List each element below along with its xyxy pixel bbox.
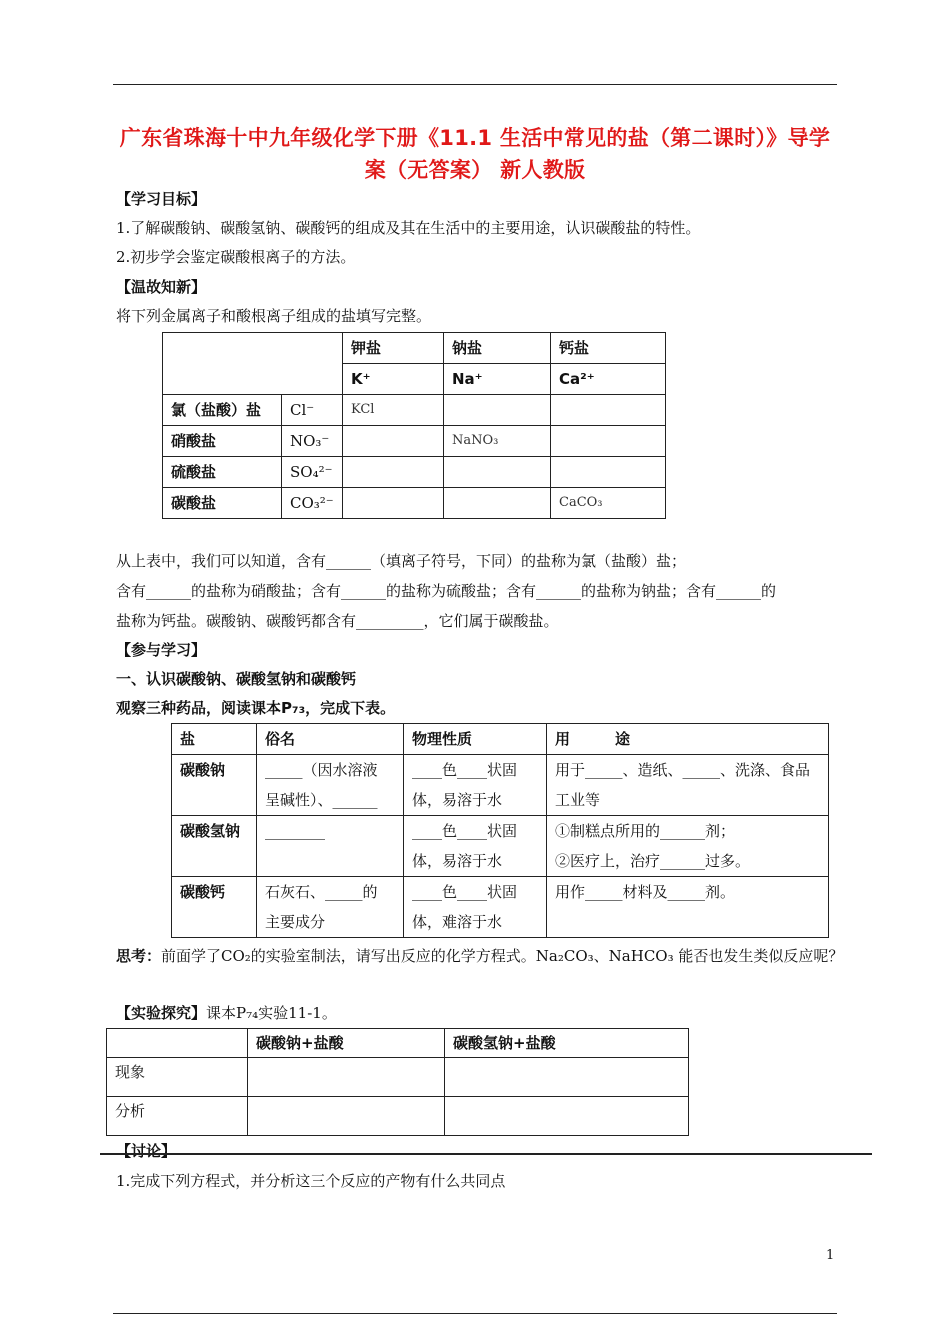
cell <box>444 488 551 519</box>
col-prop: 物理性质 <box>404 724 547 755</box>
row-ion: CO₃²⁻ <box>282 488 343 519</box>
exp-cell <box>248 1097 445 1136</box>
physical-property: ____色____状固 体，易溶于水 <box>404 755 547 816</box>
usage: ①制糕点所用的______剂； ②医疗上，治疗______过多。 <box>547 816 829 877</box>
cell: NaNO₃ <box>444 426 551 457</box>
experiment-line <box>116 1002 337 1023</box>
review-intro: 将下列金属离子和酸根离子组成的盐填写完整。 <box>116 307 432 325</box>
col-salt: 盐 <box>172 724 257 755</box>
cell <box>343 426 444 457</box>
common-name: ________ <box>257 816 404 877</box>
section-review: 【温故知新】 <box>116 278 207 296</box>
part1-title: 一、认识碳酸钠、碳酸氢钠和碳酸钙 <box>116 670 357 688</box>
exp-col-nahco3: 碳酸氢钠+盐酸 <box>445 1029 689 1058</box>
col-name: 俗名 <box>257 724 404 755</box>
page-title-line1: 广东省珠海十中九年级化学下册《11.1 生活中常见的盐（第二课时）》导学 <box>119 126 831 150</box>
col-use: 用 途 <box>547 724 829 755</box>
header-potassium: 钾盐 <box>343 333 444 364</box>
exp-row-analysis: 分析 <box>107 1097 248 1136</box>
fill-line-1: 从上表中，我们可以知道，含有______（填离子符号，下同）的盐称为氯（盐酸）盐； <box>116 552 687 570</box>
exp-corner <box>107 1029 248 1058</box>
header-sodium: 钠盐 <box>444 333 551 364</box>
row-ion: NO₃⁻ <box>282 426 343 457</box>
bottom-rule <box>113 1313 837 1314</box>
page-number: 1 <box>826 1248 835 1263</box>
section-goals: 【学习目标】 <box>116 190 207 208</box>
cell <box>444 395 551 426</box>
section-experiment: 【实验探究】 <box>116 1004 207 1022</box>
exp-cell <box>445 1058 689 1097</box>
fill-line-2: 含有______的盐称为硝酸盐；含有______的盐称为硫酸盐；含有______的盐称为钠盐；含有______的 <box>116 582 777 600</box>
salt-name: 碳酸钠 <box>172 755 257 816</box>
exp-cell <box>445 1097 689 1136</box>
physical-property: ____色____状固 体，易溶于水 <box>404 816 547 877</box>
row-ion: SO₄²⁻ <box>282 457 343 488</box>
physical-property: ____色____状固 体，难溶于水 <box>404 877 547 938</box>
exp-row-phenomenon: 现象 <box>107 1058 248 1097</box>
row-name: 氯（盐酸）盐 <box>163 395 282 426</box>
row-name: 硫酸盐 <box>163 457 282 488</box>
page-title-line2: 案（无答案） 新人教版 <box>364 158 586 182</box>
salt-name: 碳酸钙 <box>172 877 257 938</box>
part1-instruction: 观察三种药品，阅读课本P₇₃，完成下表。 <box>116 699 396 717</box>
cell <box>551 426 666 457</box>
cell <box>343 457 444 488</box>
usage: 用于_____、造纸、_____、洗涤、食品 工业等 <box>547 755 829 816</box>
think-label: 思考： <box>116 947 162 965</box>
top-rule <box>113 84 837 85</box>
discussion-rule <box>100 1153 872 1155</box>
discussion-item-1: 1.完成下列方程式，并分析这三个反应的产物有什么共同点 <box>116 1172 506 1190</box>
cation-ca: Ca²⁺ <box>551 364 666 395</box>
usage: 用作_____材料及_____剂。 <box>547 877 829 938</box>
use-table <box>171 723 829 938</box>
salt-name: 碳酸氢钠 <box>172 816 257 877</box>
cell <box>444 457 551 488</box>
row-name: 硝酸盐 <box>163 426 282 457</box>
section-discussion: 【讨论】 <box>116 1142 177 1160</box>
cell <box>551 395 666 426</box>
experiment-text: 课本P₇₄实验11-1。 <box>206 1004 337 1022</box>
header-calcium: 钙盐 <box>551 333 666 364</box>
cell <box>551 457 666 488</box>
cell: KCl <box>343 395 444 426</box>
fill-line-3: 盐称为钙盐。碳酸钠、碳酸钙都含有_________，它们属于碳酸盐。 <box>116 612 559 630</box>
section-participate: 【参与学习】 <box>116 641 207 659</box>
think-text: 前面学了CO₂的实验室制法，请写出反应的化学方程式。Na₂CO₃、NaHCO₃ 能否也发生类似反应呢？ <box>161 947 844 965</box>
experiment-table <box>106 1028 689 1136</box>
salt-table <box>162 332 666 519</box>
goal-1: 1.了解碳酸钠、碳酸氢钠、碳酸钙的组成及其在生活中的主要用途，认识碳酸盐的特性。 <box>116 219 701 237</box>
think-line <box>116 945 843 966</box>
cell: CaCO₃ <box>551 488 666 519</box>
cell <box>343 488 444 519</box>
goal-2: 2.初步学会鉴定碳酸根离子的方法。 <box>116 248 356 266</box>
common-name: 石灰石、_____的 主要成分 <box>257 877 404 938</box>
exp-cell <box>248 1058 445 1097</box>
row-ion: Cl⁻ <box>282 395 343 426</box>
common-name: _____（因水溶液 呈碱性）、______ <box>257 755 404 816</box>
cation-na: Na⁺ <box>444 364 551 395</box>
exp-col-na2co3: 碳酸钠+盐酸 <box>248 1029 445 1058</box>
cation-k: K⁺ <box>343 364 444 395</box>
row-name: 碳酸盐 <box>163 488 282 519</box>
